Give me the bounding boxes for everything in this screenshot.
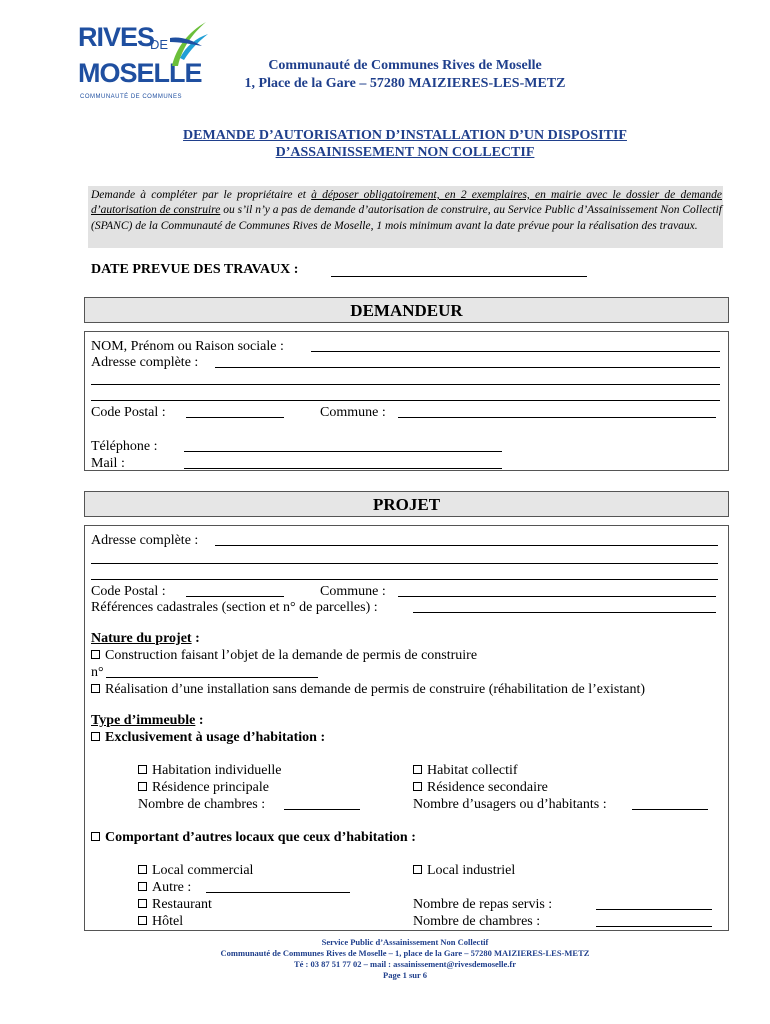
nombre-chambres-hotel-field[interactable] — [596, 926, 712, 927]
date-prevue-field[interactable] — [331, 276, 587, 277]
nombre-repas-label: Nombre de repas servis : — [413, 897, 553, 912]
checkbox-icon[interactable] — [413, 782, 422, 791]
section-title-demandeur: DEMANDEUR — [84, 297, 729, 323]
restaurant-option[interactable]: Restaurant — [138, 896, 212, 913]
local-industriel-option[interactable]: Local industriel — [413, 862, 515, 879]
autres-locaux-option[interactable]: Comportant d’autres locaux que ceux d’habitation : — [91, 829, 416, 846]
nature-option-2[interactable]: Réalisation d’une installation sans demande de permis de construire (réhabilitation de l’existant) — [91, 681, 645, 698]
mail-field[interactable] — [184, 468, 502, 469]
projet-commune-field[interactable] — [398, 596, 716, 597]
nombre-usagers-label: Nombre d’usagers ou d’habitants : — [413, 797, 607, 812]
autre-option[interactable]: Autre : — [138, 879, 191, 896]
projet-adresse-field-3[interactable] — [91, 579, 718, 580]
nature-num-field[interactable] — [106, 677, 318, 678]
section-title-projet: PROJET — [84, 491, 729, 517]
nombre-repas-field[interactable] — [596, 909, 712, 910]
logo-text-rives: RIVES — [78, 22, 155, 52]
adresse-field-2[interactable] — [91, 384, 720, 385]
checkbox-icon[interactable] — [91, 732, 100, 741]
checkbox-icon[interactable] — [138, 916, 147, 925]
nature-option-1[interactable]: Construction faisant l’objet de la demande de permis de construire — [91, 647, 477, 664]
page-number: Page 1 sur 6 — [383, 970, 427, 980]
projet-adresse-label: Adresse complète : — [91, 533, 199, 548]
checkbox-icon[interactable] — [91, 684, 100, 693]
checkbox-icon[interactable] — [138, 765, 147, 774]
checkbox-icon[interactable] — [91, 832, 100, 841]
commune-field[interactable] — [398, 417, 716, 418]
telephone-field[interactable] — [184, 451, 502, 452]
hotel-option[interactable]: Hôtel — [138, 913, 183, 930]
code-postal-label: Code Postal : — [91, 405, 166, 420]
footer-line-1: Service Public d’Assainissement Non Collectif — [321, 937, 489, 947]
residence-secondaire-option[interactable]: Résidence secondaire — [413, 779, 548, 796]
autre-field[interactable] — [206, 892, 350, 893]
references-field[interactable] — [413, 612, 716, 613]
mail-label: Mail : — [91, 456, 125, 471]
checkbox-icon[interactable] — [413, 765, 422, 774]
footer-line-2: Communauté de Communes Rives de Moselle – 1, place de la Gare – 57280 MAIZIERES-LES-METZ — [220, 948, 590, 958]
code-postal-field[interactable] — [186, 417, 284, 418]
nombre-chambres-label: Nombre de chambres : — [138, 797, 266, 812]
projet-adresse-field-2[interactable] — [91, 563, 718, 564]
date-prevue-label: DATE PREVUE DES TRAVAUX : — [91, 262, 299, 277]
form-title-line-2: D’ASSAINISSEMENT NON COLLECTIF — [275, 145, 535, 160]
logo — [78, 20, 208, 102]
checkbox-icon[interactable] — [138, 782, 147, 791]
adresse-field-1[interactable] — [215, 367, 720, 368]
nom-label: NOM, Prénom ou Raison sociale : — [91, 339, 284, 354]
nombre-chambres-hotel-label: Nombre de chambres : — [413, 914, 541, 929]
references-label: Références cadastrales (section et n° de parcelles) : — [91, 600, 378, 615]
nombre-usagers-field[interactable] — [632, 809, 708, 810]
projet-code-postal-label: Code Postal : — [91, 584, 166, 599]
header-line-2: 1, Place de la Gare – 57280 MAIZIERES-LES-METZ — [244, 76, 566, 91]
form-title-line-1: DEMANDE D’AUTORISATION D’INSTALLATION D’UN DISPOSITIF — [183, 128, 627, 143]
nom-field[interactable] — [311, 351, 720, 352]
footer-line-3: Té : 03 87 51 77 02 – mail : assainissement@rivesdemoselle.fr — [293, 959, 517, 969]
adresse-field-3[interactable] — [91, 400, 720, 401]
projet-commune-label: Commune : — [320, 584, 386, 599]
nature-heading: Nature du projet : — [91, 631, 200, 646]
nombre-chambres-field[interactable] — [284, 809, 360, 810]
projet-adresse-field-1[interactable] — [215, 545, 718, 546]
type-heading: Type d’immeuble : — [91, 713, 204, 728]
nature-num-label: n° — [91, 665, 104, 680]
checkbox-icon[interactable] — [138, 865, 147, 874]
logo-swirl-icon — [166, 18, 210, 68]
adresse-label: Adresse complète : — [91, 355, 199, 370]
logo-text-de: DE — [150, 37, 169, 52]
residence-principale-option[interactable]: Résidence principale — [138, 779, 269, 796]
header-line-1: Communauté de Communes Rives de Moselle — [268, 58, 542, 73]
local-commercial-option[interactable]: Local commercial — [138, 862, 253, 879]
habitat-collectif-option[interactable]: Habitat collectif — [413, 762, 518, 779]
logo-text-sub: COMMUNAUTÉ DE COMMUNES — [80, 94, 182, 100]
exclusif-option[interactable]: Exclusivement à usage d’habitation : — [91, 729, 325, 746]
telephone-label: Téléphone : — [91, 439, 158, 454]
checkbox-icon[interactable] — [413, 865, 422, 874]
projet-code-postal-field[interactable] — [186, 596, 284, 597]
commune-label: Commune : — [320, 405, 386, 420]
intro-text: Demande à compléter par le propriétaire et à déposer obligatoirement, en 2 exemplaires, en mairie avec le dossier de demande d’autorisation de construire ou s’il n’y a pas de demande d’autorisation de construire, au Service Public d’Assainissement Non Collectif (SPANC) de la Communauté de Communes Rives de Moselle, 1 mois minimum avant la date prévue pour la réalisation des travaux. — [91, 189, 722, 232]
checkbox-icon[interactable] — [91, 650, 100, 659]
checkbox-icon[interactable] — [138, 899, 147, 908]
checkbox-icon[interactable] — [138, 882, 147, 891]
habitation-individuelle-option[interactable]: Habitation individuelle — [138, 762, 281, 779]
logo-text-moselle: MOSELLE — [78, 58, 202, 88]
